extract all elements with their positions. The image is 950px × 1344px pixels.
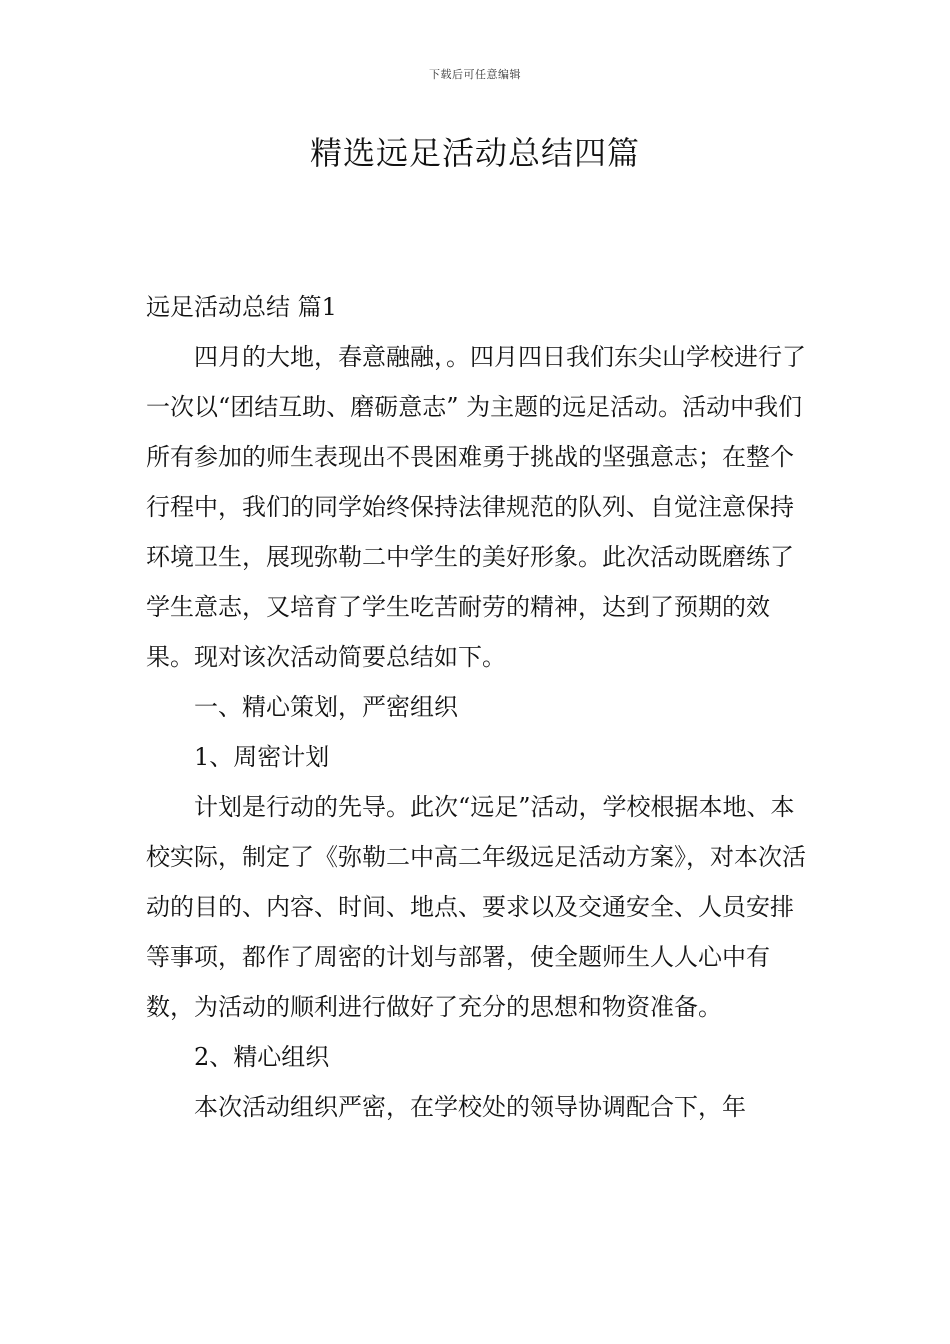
header-note: 下载后可任意编辑 — [429, 68, 521, 81]
subheading-organize: 2、精心组织 — [194, 1043, 330, 1071]
document-body — [146, 282, 816, 1132]
subheading-plan: 1、周密计划 — [194, 743, 330, 771]
document-title: 精选远足活动总结四篇 — [309, 134, 640, 172]
section-heading: 远足活动总结 篇1 — [146, 293, 337, 321]
paragraph-intro: 四月的大地，春意融融，。四月四日我们东尖山学校进行了一次以“团结互助、磨砺意志” 为主题的远足活动。活动中我们所有参加的师生表现出不畏困难勇于挑战的坚强意志；在整个行程中，我们的同学始终保持法律规范的队列、自觉注意保持环境卫生，展现弥勒二中学生的美好形象。此次活动既磨练了学生意志，又培育了学生吃苦耐劳的精神，达到了预期的效果。现对该次活动简要总结如下。 — [146, 343, 806, 671]
heading-part-one: 一、精心策划，严密组织 — [194, 693, 458, 721]
paragraph-plan: 计划是行动的先导。此次“远足”活动，学校根据本地、本校实际，制定了《弥勒二中高二年级远足活动方案》，对本次活动的目的、内容、时间、地点、要求以及交通安全、人员安排等事项，都作了周密的计划与部署，使全题师生人人心中有数，为活动的顺利进行做好了充分的思想和物资准备。 — [146, 793, 806, 1021]
paragraph-organize: 本次活动组织严密，在学校处的领导协调配合下，年 — [194, 1093, 746, 1121]
